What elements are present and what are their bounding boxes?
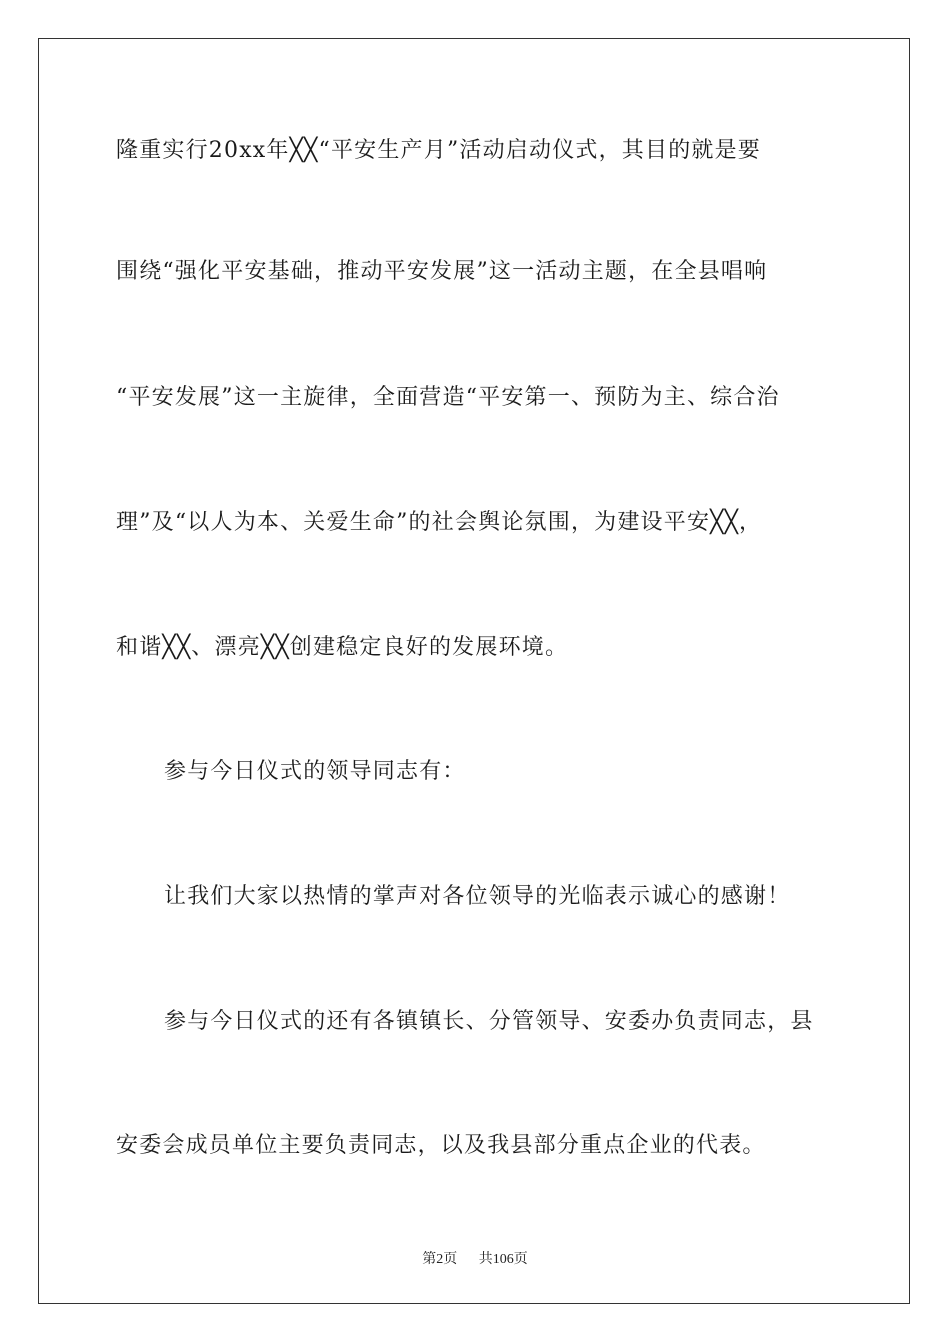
body-text-line: 理”及“以人为本、关爱生命”的社会舆论氛围，为建设平安╳╳， bbox=[116, 510, 763, 535]
body-text-line: 隆重实行20xx年╳╳“平安生产月”活动启动仪式，其目的就是要 bbox=[116, 138, 761, 163]
body-text-line: “平安发展”这一主旋律，全面营造“平安第一、预防为主、综合治 bbox=[116, 385, 780, 410]
body-text-line: 和谐╳╳、漂亮╳╳创建稳定良好的发展环境。 bbox=[116, 635, 569, 660]
body-text-line: 参与今日仪式的还有各镇镇长、分管领导、安委办负责同志，县 bbox=[164, 1009, 814, 1034]
page-frame bbox=[38, 38, 910, 1304]
page-footer bbox=[0, 1248, 950, 1268]
body-text-line: 安委会成员单位主要负责同志，以及我县部分重点企业的代表。 bbox=[116, 1133, 766, 1158]
body-text-line: 围绕“强化平安基础，推动平安发展”这一活动主题，在全县唱响 bbox=[116, 259, 768, 284]
body-text-line: 参与今日仪式的领导同志有： bbox=[164, 759, 466, 784]
page-number: 第2页 bbox=[422, 1252, 458, 1267]
body-text-line: 让我们大家以热情的掌声对各位领导的光临表示诚心的感谢！ bbox=[164, 884, 791, 909]
page-total: 共106页 bbox=[478, 1252, 528, 1267]
